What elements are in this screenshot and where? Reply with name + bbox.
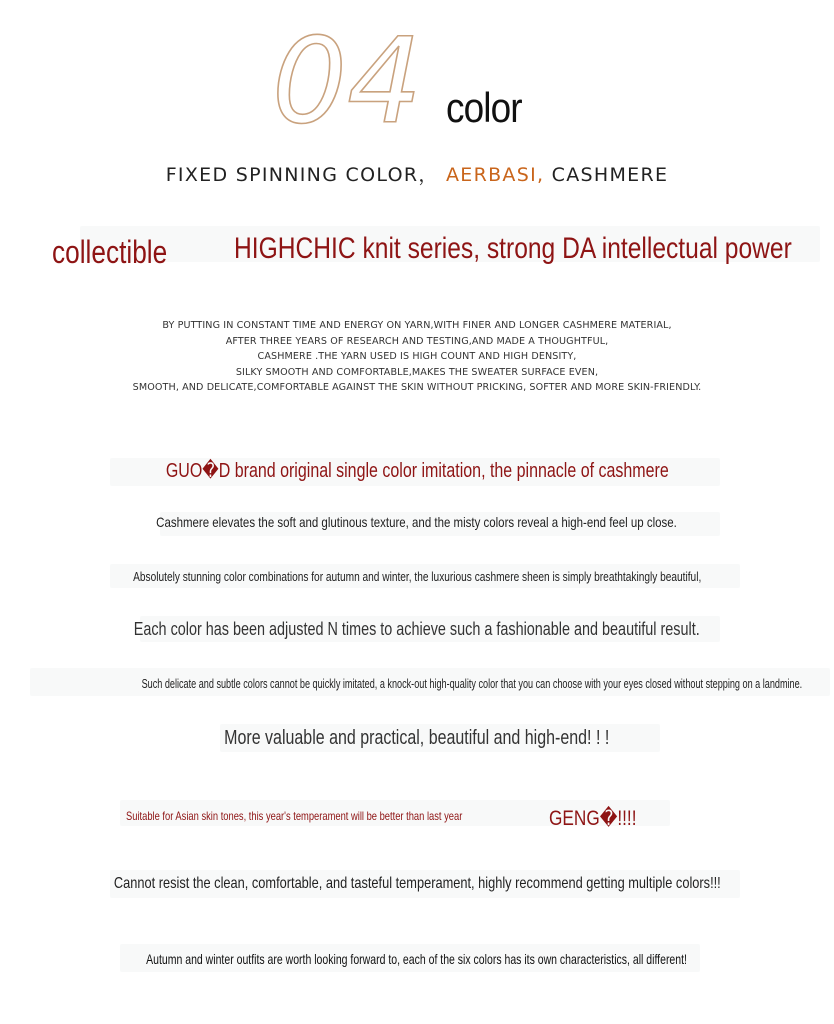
body-line-6: Cannot resist the clean, comfortable, and tasteful temperament, highly recommend getting multiple colors!!! (113, 875, 721, 892)
geng-line-row (549, 806, 656, 831)
section-word: color (446, 84, 522, 131)
intro-line: SMOOTH, AND DELICATE,COMFORTABLE AGAINST THE SKIN WITHOUT PRICKING, SOFTER AND MORE SKIN-FRIENDLY. (132, 382, 702, 394)
body-line-2: Absolutely stunning color combinations for autumn and winter, the luxurious cashmere sheen is simply breathtakingly beautiful, (132, 569, 702, 584)
section-number-graphic (272, 6, 432, 136)
body-line-2-row (0, 568, 834, 586)
body-line-1: Cashmere elevates the soft and glutinous texture, and the misty colors reveal a high-end feel up close. (156, 514, 678, 530)
subtitle-part-2: CASHMERE (551, 164, 669, 186)
intro-line: AFTER THREE YEARS OF RESEARCH AND TESTING,AND MADE A THOUGHTFUL, (225, 335, 609, 347)
collectible-label: collectible (52, 234, 168, 270)
section-number: 04 (272, 12, 423, 136)
body-line-6-row (0, 875, 834, 893)
brand-line: GUO�D brand original single color imitation, the pinnacle of cashmere (165, 460, 669, 482)
intro-line: CASHMERE .THE YARN USED IS HIGH COUNT AND HIGH DENSITY, (257, 351, 577, 363)
body-line-4-row (0, 675, 834, 693)
body-line-7: Autumn and winter outfits are worth looking forward to, each of the six colors has its own characteristics, all different! (146, 951, 688, 967)
geng-line: GENG�!!!! (549, 807, 637, 830)
headline: HIGHCHIC knit series, strong DA intellectual power (234, 232, 792, 265)
section-subtitle (0, 160, 834, 187)
body-line-5: More valuable and practical, beautiful and high-end! ! ! (224, 727, 610, 749)
intro-paragraph (0, 318, 834, 396)
asian-line: Suitable for Asian skin tones, this year's temperament will be better than last year (126, 809, 463, 823)
body-line-3: Each color has been adjusted N times to achieve such a fashionable and beautiful result. (134, 619, 700, 639)
intro-line: BY PUTTING IN CONSTANT TIME AND ENERGY ON YARN,WITH FINER AND LONGER CASHMERE MATERIAL, (162, 320, 672, 331)
brand-line-row (0, 458, 834, 483)
asian-line-row (126, 807, 506, 825)
body-line-4: Such delicate and subtle colors cannot be quickly imitated, a knock-out high-quality color that you can choose with your eyes closed without stepping on a landmine. (141, 676, 803, 691)
body-line-1-row (0, 514, 834, 532)
subtitle-accent: AERBASI, (445, 164, 545, 186)
body-line-5-row (0, 727, 834, 750)
subtitle-part-1: FIXED SPINNING COLOR， (165, 164, 439, 186)
body-line-3-row (0, 619, 834, 640)
body-line-7-row (0, 951, 834, 969)
intro-line: SILKY SMOOTH AND COMFORTABLE,MAKES THE SWEATER SURFACE EVEN, (235, 366, 599, 378)
